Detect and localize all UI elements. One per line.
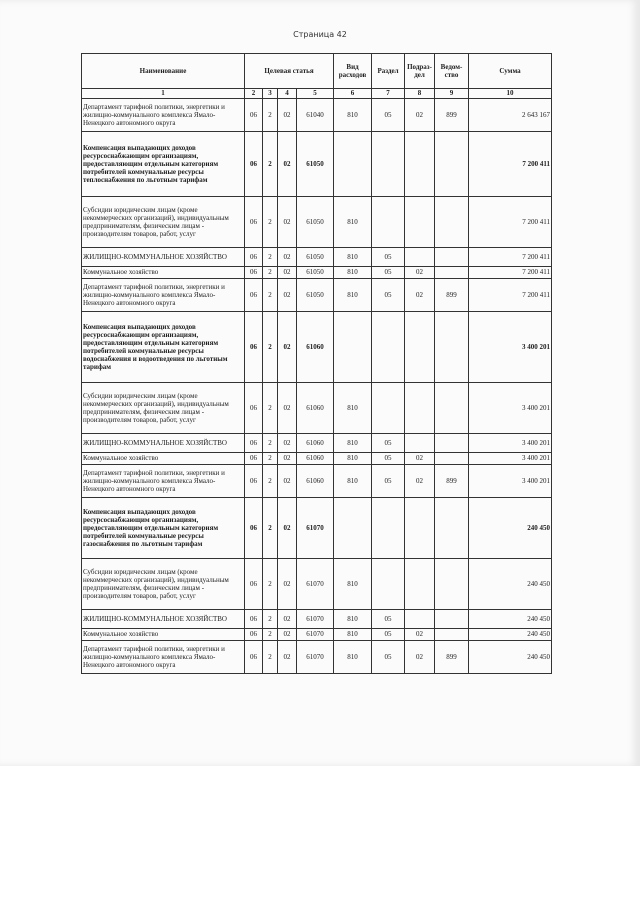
table-cell-code: 02 <box>278 434 297 453</box>
table-cell-code: 2 <box>263 279 278 312</box>
table-cell-code: 02 <box>278 465 297 498</box>
table-cell-razdel: 05 <box>372 248 405 267</box>
table-cell-podrazdel <box>405 610 435 629</box>
table-cell-summa: 7 200 411 <box>469 248 552 267</box>
table-cell-name: Коммунальное хозяйство <box>82 629 245 641</box>
table-cell-podrazdel: 02 <box>405 641 435 674</box>
table-cell-podrazdel <box>405 434 435 453</box>
table-cell-podrazdel <box>405 248 435 267</box>
table-cell-code: 61060 <box>297 465 334 498</box>
table-row <box>82 610 552 629</box>
table-row <box>82 383 552 434</box>
table-cell-vedomstvo <box>435 383 469 434</box>
table-cell-code: 06 <box>245 465 263 498</box>
table-cell-code: 06 <box>245 99 263 132</box>
table-cell-vid <box>334 312 372 383</box>
table-cell-podrazdel <box>405 132 435 197</box>
table-cell-razdel: 05 <box>372 641 405 674</box>
table-cell-vid: 810 <box>334 197 372 248</box>
table-cell-summa: 3 400 201 <box>469 312 552 383</box>
table-cell-razdel: 05 <box>372 267 405 279</box>
table-cell-razdel: 05 <box>372 99 405 132</box>
table-cell-code: 61060 <box>297 383 334 434</box>
col-number: 10 <box>469 89 552 99</box>
table-cell-code: 2 <box>263 610 278 629</box>
table-cell-vedomstvo <box>435 498 469 559</box>
table-cell-code: 2 <box>263 465 278 498</box>
header-vid: Вид расходов <box>334 54 372 89</box>
table-cell-summa: 3 400 201 <box>469 383 552 434</box>
table-row <box>82 559 552 610</box>
table-cell-summa: 7 200 411 <box>469 279 552 312</box>
table-cell-name: Коммунальное хозяйство <box>82 453 245 465</box>
table-cell-code: 02 <box>278 498 297 559</box>
table-cell-podrazdel <box>405 498 435 559</box>
table-cell-summa: 2 643 167 <box>469 99 552 132</box>
table-cell-vid <box>334 132 372 197</box>
table-cell-podrazdel: 02 <box>405 99 435 132</box>
header-vedomstvo: Ведом-ство <box>435 54 469 89</box>
table-cell-vid: 810 <box>334 434 372 453</box>
table-row <box>82 279 552 312</box>
table-cell-code: 61050 <box>297 248 334 267</box>
table-header-row <box>82 54 552 89</box>
table-cell-podrazdel: 02 <box>405 267 435 279</box>
table-cell-code: 61070 <box>297 559 334 610</box>
header-razdel: Раздел <box>372 54 405 89</box>
table-cell-name: Субсидии юридическим лицам (кроме некоммерческих организаций), индивидуальным предпринимателям, физическим лицам - производителям товаров, работ, услуг <box>82 197 245 248</box>
table-cell-vedomstvo: 899 <box>435 279 469 312</box>
header-name: Наименование <box>82 54 245 89</box>
table-cell-code: 02 <box>278 279 297 312</box>
table-cell-podrazdel: 02 <box>405 279 435 312</box>
table-cell-name: Субсидии юридическим лицам (кроме некоммерческих организаций), индивидуальным предпринимателям, физическим лицам - производителям товаров, работ, услуг <box>82 559 245 610</box>
table-cell-code: 61050 <box>297 132 334 197</box>
table-cell-razdel: 05 <box>372 279 405 312</box>
table-cell-code: 06 <box>245 197 263 248</box>
table-cell-code: 02 <box>278 641 297 674</box>
table-row <box>82 312 552 383</box>
col-number: 8 <box>405 89 435 99</box>
table-cell-vedomstvo: 899 <box>435 641 469 674</box>
table-cell-summa: 240 450 <box>469 629 552 641</box>
table-cell-code: 06 <box>245 383 263 434</box>
table-cell-code: 02 <box>278 132 297 197</box>
table-cell-code: 06 <box>245 312 263 383</box>
table-cell-vedomstvo <box>435 197 469 248</box>
table-cell-summa: 240 450 <box>469 610 552 629</box>
table-cell-code: 61050 <box>297 267 334 279</box>
table-cell-code: 06 <box>245 610 263 629</box>
table-cell-vedomstvo <box>435 248 469 267</box>
table-cell-podrazdel: 02 <box>405 629 435 641</box>
table-cell-vedomstvo: 899 <box>435 99 469 132</box>
header-target: Целевая статья <box>245 54 334 89</box>
table-cell-vedomstvo <box>435 559 469 610</box>
table-cell-code: 2 <box>263 641 278 674</box>
table-cell-summa: 7 200 411 <box>469 267 552 279</box>
table-cell-name: Коммунальное хозяйство <box>82 267 245 279</box>
table-cell-code: 02 <box>278 197 297 248</box>
table-cell-code: 2 <box>263 248 278 267</box>
table-cell-code: 2 <box>263 267 278 279</box>
table-cell-razdel: 05 <box>372 434 405 453</box>
table-cell-vedomstvo <box>435 434 469 453</box>
table-row <box>82 629 552 641</box>
table-cell-vedomstvo: 899 <box>435 465 469 498</box>
table-cell-vid: 810 <box>334 465 372 498</box>
table-cell-code: 2 <box>263 312 278 383</box>
col-number: 3 <box>263 89 278 99</box>
table-cell-code: 02 <box>278 453 297 465</box>
table-cell-summa: 7 200 411 <box>469 132 552 197</box>
table-cell-code: 06 <box>245 267 263 279</box>
table-cell-vid <box>334 498 372 559</box>
table-cell-code: 06 <box>245 453 263 465</box>
table-row <box>82 498 552 559</box>
col-number: 9 <box>435 89 469 99</box>
table-cell-podrazdel: 02 <box>405 453 435 465</box>
table-cell-code: 2 <box>263 99 278 132</box>
col-number: 7 <box>372 89 405 99</box>
table-cell-code: 61070 <box>297 641 334 674</box>
table-cell-name: Компенсация выпадающих доходов ресурсоснабжающим организациям, предоставляющим отдельным категориям потребителей коммунальные ресурсы теплоснабжения по льготным тарифам <box>82 132 245 197</box>
table-cell-code: 2 <box>263 434 278 453</box>
table-cell-name: ЖИЛИЩНО-КОММУНАЛЬНОЕ ХОЗЯЙСТВО <box>82 434 245 453</box>
table-cell-code: 06 <box>245 641 263 674</box>
table-row <box>82 99 552 132</box>
table-cell-summa: 3 400 201 <box>469 465 552 498</box>
table-cell-summa: 240 450 <box>469 498 552 559</box>
table-cell-vedomstvo <box>435 267 469 279</box>
table-cell-code: 2 <box>263 453 278 465</box>
table-cell-code: 06 <box>245 434 263 453</box>
table-cell-name: Компенсация выпадающих доходов ресурсоснабжающим организациям, предоставляющим отдельным категориям потребителей коммунальные ресурсы водоснабжения и водоотведения по льготным тарифам <box>82 312 245 383</box>
table-cell-code: 2 <box>263 629 278 641</box>
table-cell-podrazdel <box>405 312 435 383</box>
table-cell-vedomstvo <box>435 132 469 197</box>
table-cell-code: 2 <box>263 197 278 248</box>
table-cell-vid: 810 <box>334 383 372 434</box>
table-cell-razdel <box>372 312 405 383</box>
table-cell-code: 2 <box>263 383 278 434</box>
header-podrazdel: Подраз-дел <box>405 54 435 89</box>
col-number: 4 <box>278 89 297 99</box>
col-number: 6 <box>334 89 372 99</box>
table-cell-code: 02 <box>278 267 297 279</box>
table-cell-razdel: 05 <box>372 465 405 498</box>
table-cell-summa: 3 400 201 <box>469 434 552 453</box>
header-summa: Сумма <box>469 54 552 89</box>
budget-table <box>81 53 552 674</box>
table-cell-code: 06 <box>245 559 263 610</box>
table-cell-vid: 810 <box>334 99 372 132</box>
table-cell-razdel <box>372 132 405 197</box>
table-cell-vedomstvo <box>435 629 469 641</box>
table-cell-code: 61060 <box>297 453 334 465</box>
table-cell-code: 61060 <box>297 312 334 383</box>
table-row <box>82 248 552 267</box>
table-cell-code: 02 <box>278 629 297 641</box>
table-cell-podrazdel <box>405 197 435 248</box>
table-cell-name: Департамент тарифной политики, энергетики и жилищно-коммунального комплекса Ямало-Ненецкого автономного округа <box>82 465 245 498</box>
table-cell-razdel <box>372 383 405 434</box>
table-cell-name: ЖИЛИЩНО-КОММУНАЛЬНОЕ ХОЗЯЙСТВО <box>82 610 245 629</box>
table-cell-razdel: 05 <box>372 610 405 629</box>
table-cell-code: 06 <box>245 279 263 312</box>
table-cell-code: 2 <box>263 132 278 197</box>
table-cell-code: 61050 <box>297 197 334 248</box>
column-number-row <box>82 89 552 99</box>
table-cell-name: Компенсация выпадающих доходов ресурсоснабжающим организациям, предоставляющим отдельным категориям потребителей коммунальные ресурсы газоснабжения по льготным тарифам <box>82 498 245 559</box>
table-cell-podrazdel: 02 <box>405 465 435 498</box>
table-cell-code: 2 <box>263 498 278 559</box>
table-cell-code: 06 <box>245 248 263 267</box>
table-cell-code: 2 <box>263 559 278 610</box>
table-cell-razdel: 05 <box>372 629 405 641</box>
table-cell-code: 06 <box>245 498 263 559</box>
table-cell-vedomstvo <box>435 610 469 629</box>
table-cell-vid: 810 <box>334 267 372 279</box>
table-cell-vid: 810 <box>334 610 372 629</box>
table-cell-vid: 810 <box>334 629 372 641</box>
table-cell-summa: 240 450 <box>469 559 552 610</box>
table-cell-razdel <box>372 498 405 559</box>
table-cell-vedomstvo <box>435 453 469 465</box>
table-cell-vedomstvo <box>435 312 469 383</box>
table-cell-name: Департамент тарифной политики, энергетики и жилищно-коммунального комплекса Ямало-Ненецкого автономного округа <box>82 641 245 674</box>
table-cell-name: Департамент тарифной политики, энергетики и жилищно-коммунального комплекса Ямало-Ненецкого автономного округа <box>82 99 245 132</box>
table-cell-summa: 7 200 411 <box>469 197 552 248</box>
table-cell-summa: 240 450 <box>469 641 552 674</box>
col-number: 2 <box>245 89 263 99</box>
table-cell-code: 02 <box>278 248 297 267</box>
table-cell-code: 06 <box>245 132 263 197</box>
table-cell-podrazdel <box>405 559 435 610</box>
table-cell-code: 02 <box>278 312 297 383</box>
col-number: 1 <box>82 89 245 99</box>
table-cell-name: ЖИЛИЩНО-КОММУНАЛЬНОЕ ХОЗЯЙСТВО <box>82 248 245 267</box>
table-cell-name: Департамент тарифной политики, энергетики и жилищно-коммунального комплекса Ямало-Ненецкого автономного округа <box>82 279 245 312</box>
col-number: 5 <box>297 89 334 99</box>
table-row <box>82 453 552 465</box>
table-cell-vid: 810 <box>334 279 372 312</box>
table-cell-code: 02 <box>278 383 297 434</box>
table-cell-code: 61060 <box>297 434 334 453</box>
table-cell-razdel: 05 <box>372 453 405 465</box>
table-cell-code: 61050 <box>297 279 334 312</box>
table-row <box>82 641 552 674</box>
table-cell-code: 02 <box>278 99 297 132</box>
table-row <box>82 434 552 453</box>
table-row <box>82 132 552 197</box>
table-cell-vid: 810 <box>334 453 372 465</box>
table-cell-code: 06 <box>245 629 263 641</box>
table-row <box>82 465 552 498</box>
table-cell-summa: 3 400 201 <box>469 453 552 465</box>
table-row <box>82 267 552 279</box>
table-cell-razdel <box>372 559 405 610</box>
table-cell-code: 61040 <box>297 99 334 132</box>
table-cell-podrazdel <box>405 383 435 434</box>
table-cell-vid: 810 <box>334 559 372 610</box>
table-cell-razdel <box>372 197 405 248</box>
table-row <box>82 197 552 248</box>
table-cell-name: Субсидии юридическим лицам (кроме некоммерческих организаций), индивидуальным предпринимателям, физическим лицам - производителям товаров, работ, услуг <box>82 383 245 434</box>
table-cell-code: 61070 <box>297 629 334 641</box>
page-header: Страница 42 <box>293 30 347 39</box>
table-cell-code: 02 <box>278 610 297 629</box>
table-cell-code: 02 <box>278 559 297 610</box>
table-cell-code: 61070 <box>297 610 334 629</box>
table-cell-vid: 810 <box>334 641 372 674</box>
table-cell-vid: 810 <box>334 248 372 267</box>
table-cell-code: 61070 <box>297 498 334 559</box>
